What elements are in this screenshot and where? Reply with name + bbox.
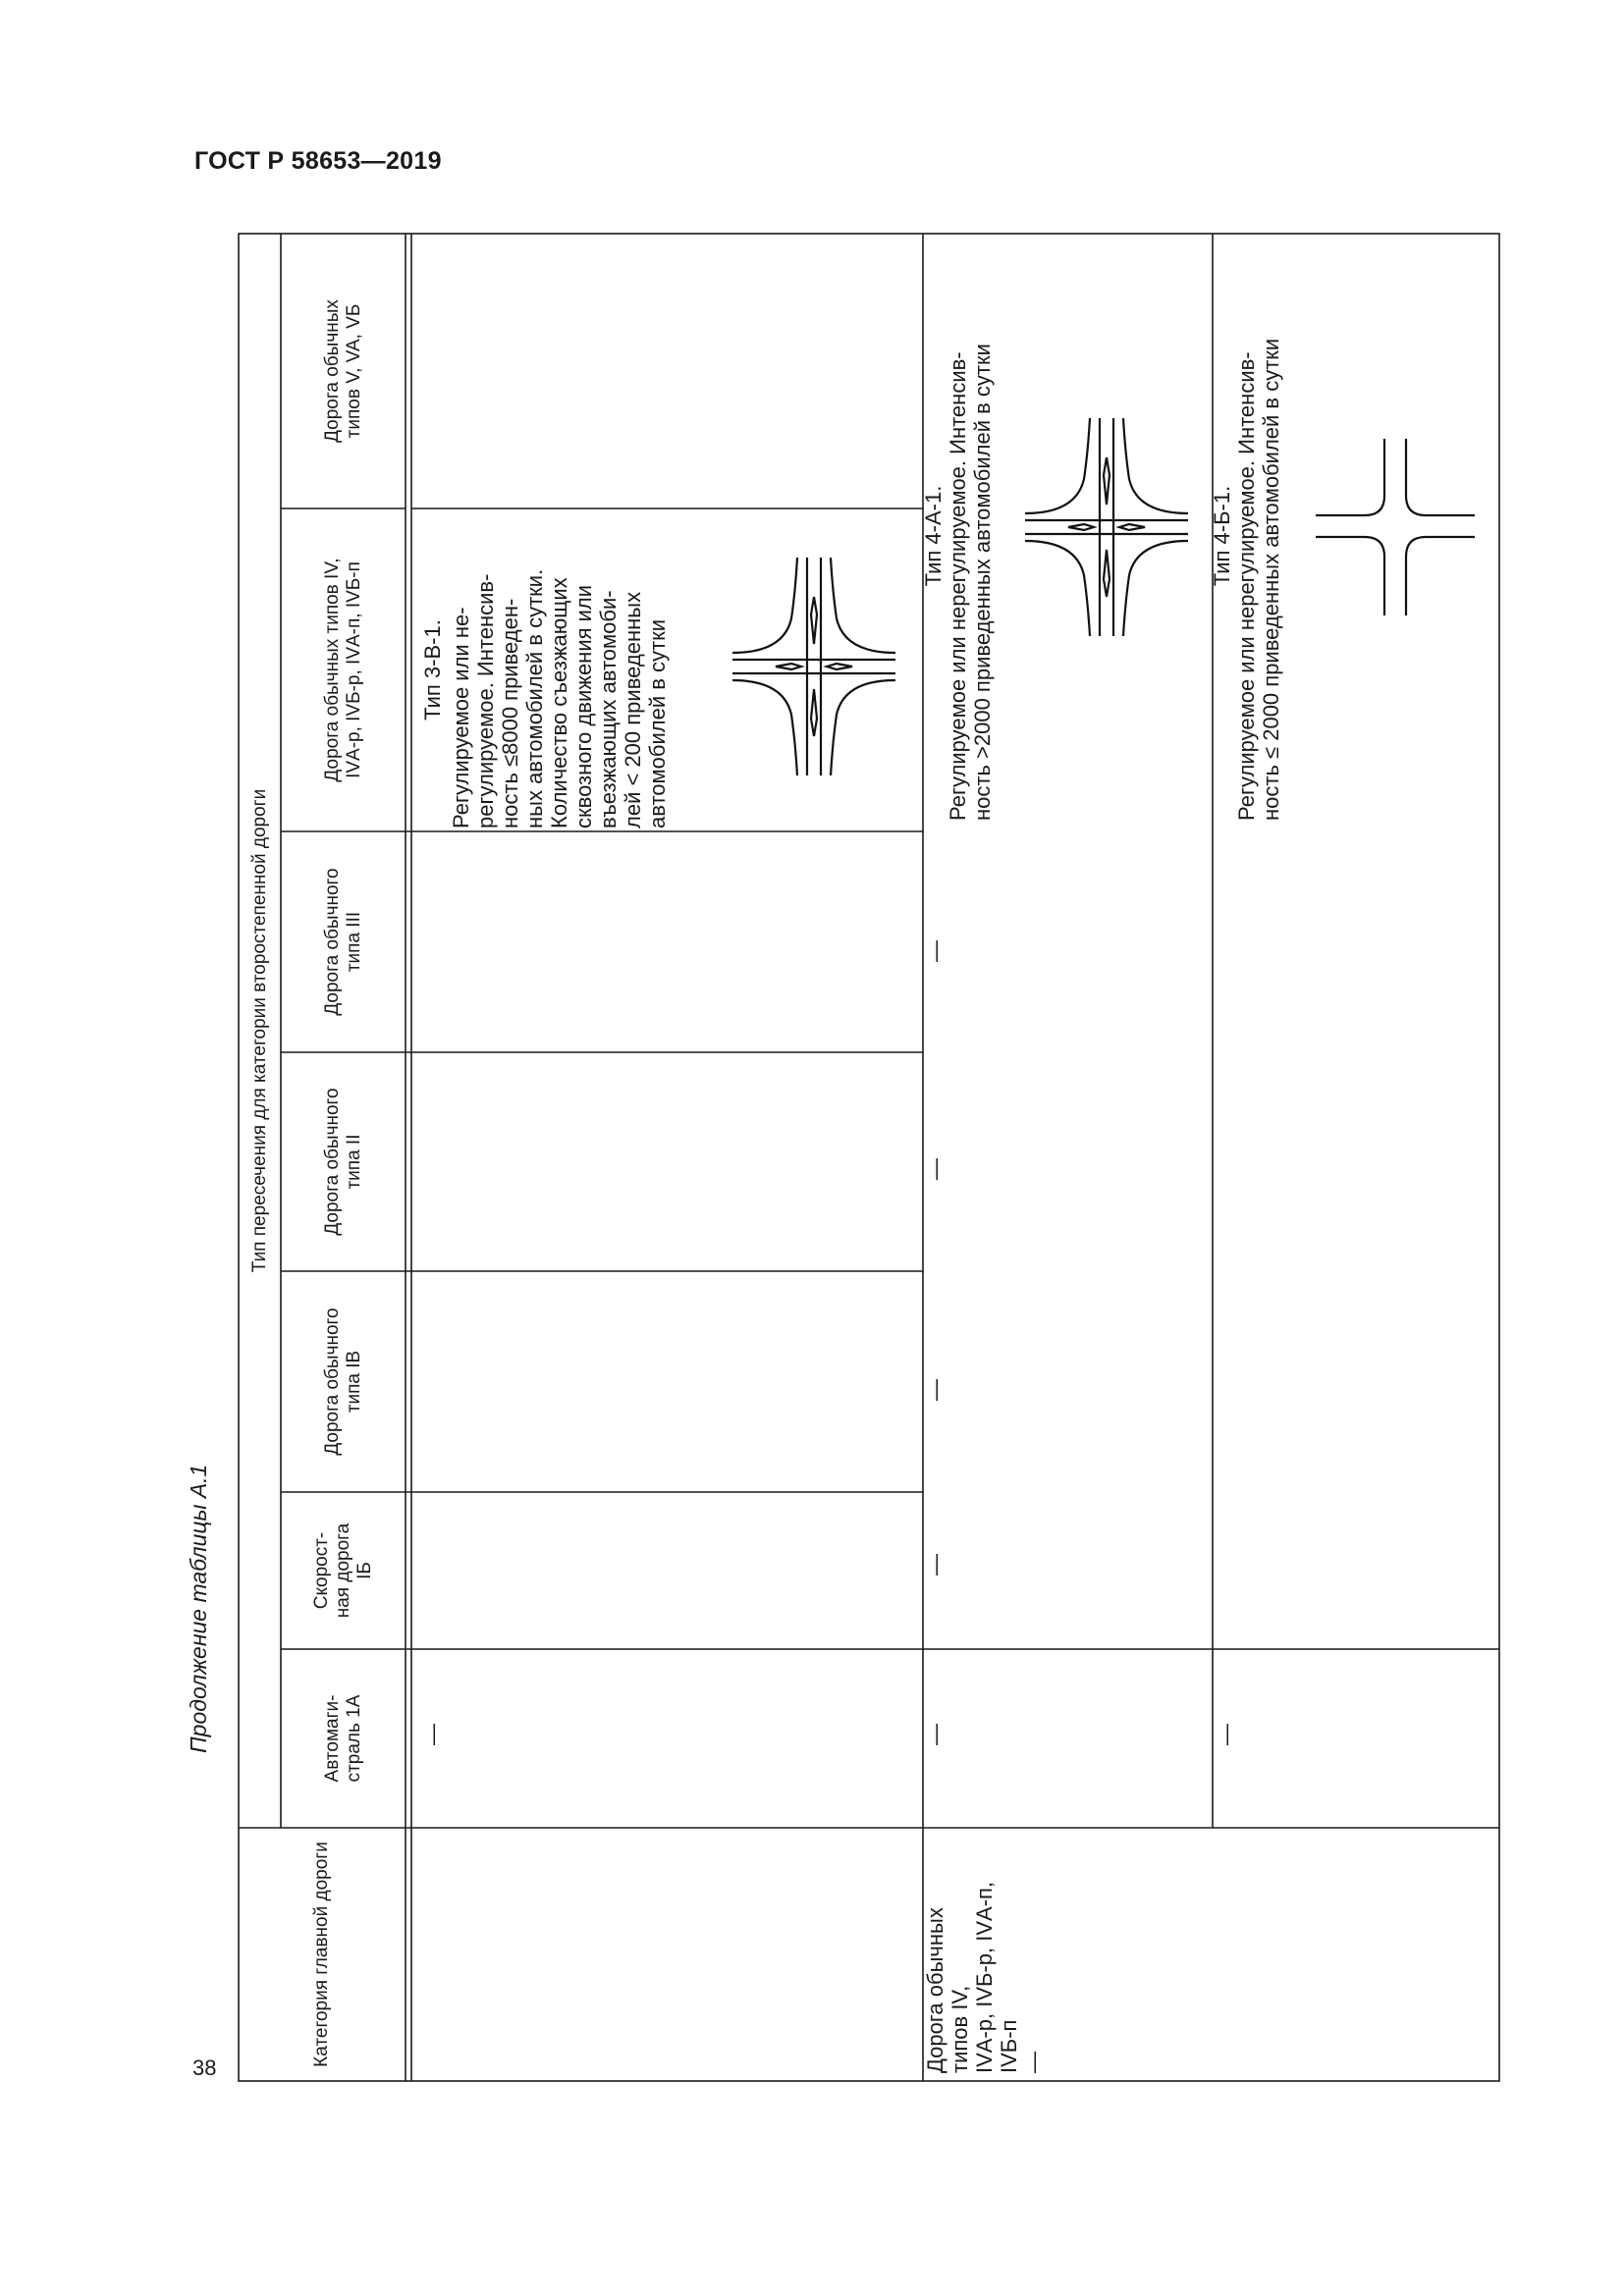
row2-sub-a-description: Регулируемое или нерегулируемое. Интенсив- ность >2000 приведенных автомобилей в сутки	[946, 344, 995, 821]
row1-col-1a-value: —	[420, 1724, 445, 1745]
row2-col-1a-upper-value: —	[923, 1724, 947, 1745]
row2-sub-b-title: Тип 4-Б-1.	[1210, 485, 1234, 587]
header-col-4: Дорога обычных типов IV, IVА-р, IVБ-р, IVА-п, IVБ-п	[321, 558, 364, 782]
row2-sub-b-description: Регулируемое или нерегулируемое. Интенсив- ность ≤ 2000 приведенных автомобилей в сутки	[1234, 338, 1283, 821]
row2-col-1v-value: —	[923, 1379, 947, 1401]
header-col-3: Дорога обычного типа III	[321, 868, 364, 1016]
row2-col-2-value: —	[923, 1158, 947, 1180]
header-col-5: Дорога обычных типов V, VA, VБ	[321, 299, 364, 443]
row2-col-3-value: —	[923, 940, 947, 962]
row2-col-1a-lower-value: —	[1214, 1724, 1238, 1745]
row1-type-title: Тип 3-В-1.	[420, 619, 445, 721]
row1-type-description: Регулируемое или не- регулируемое. Интенсив- ность ≤8000 приведен- ных автомобилей в сутки. Количество съезжающих сквозного движения или въезжающих автомоби- лей < 200 приведенных автомобилей в сутки	[449, 568, 670, 828]
document-header: ГОСТ Р 58653—2019	[194, 147, 442, 175]
channelized-intersection-icon	[732, 558, 895, 775]
channelized-intersection-icon	[1025, 418, 1188, 636]
table-caption: Продолжение таблицы А.1	[186, 1464, 211, 1753]
simple-intersection-icon	[1316, 439, 1475, 615]
header-col-2: Дорога обычного типа II	[321, 1088, 364, 1236]
header-col-1v: Дорога обычного типа IВ	[321, 1308, 364, 1456]
row2-col-1b-value: —	[923, 1554, 947, 1575]
row2-main-category-text: Дорога обычных типов IV, IVА-р, IVБ-р, IVА-п, IVБ-п —	[923, 1881, 1046, 2073]
header-group-label: Тип пересечения для категории второстепенной дороги	[248, 788, 270, 1273]
header-main-category: Категория главной дороги	[311, 1842, 332, 2067]
row2-sub-a-title: Тип 4-А-1.	[921, 485, 946, 587]
header-col-1b: Скорост- ная дорога IБ	[310, 1522, 375, 1619]
page-number: 38	[192, 2056, 217, 2080]
header-col-1a: Автомаги- страль 1А	[321, 1694, 364, 1783]
